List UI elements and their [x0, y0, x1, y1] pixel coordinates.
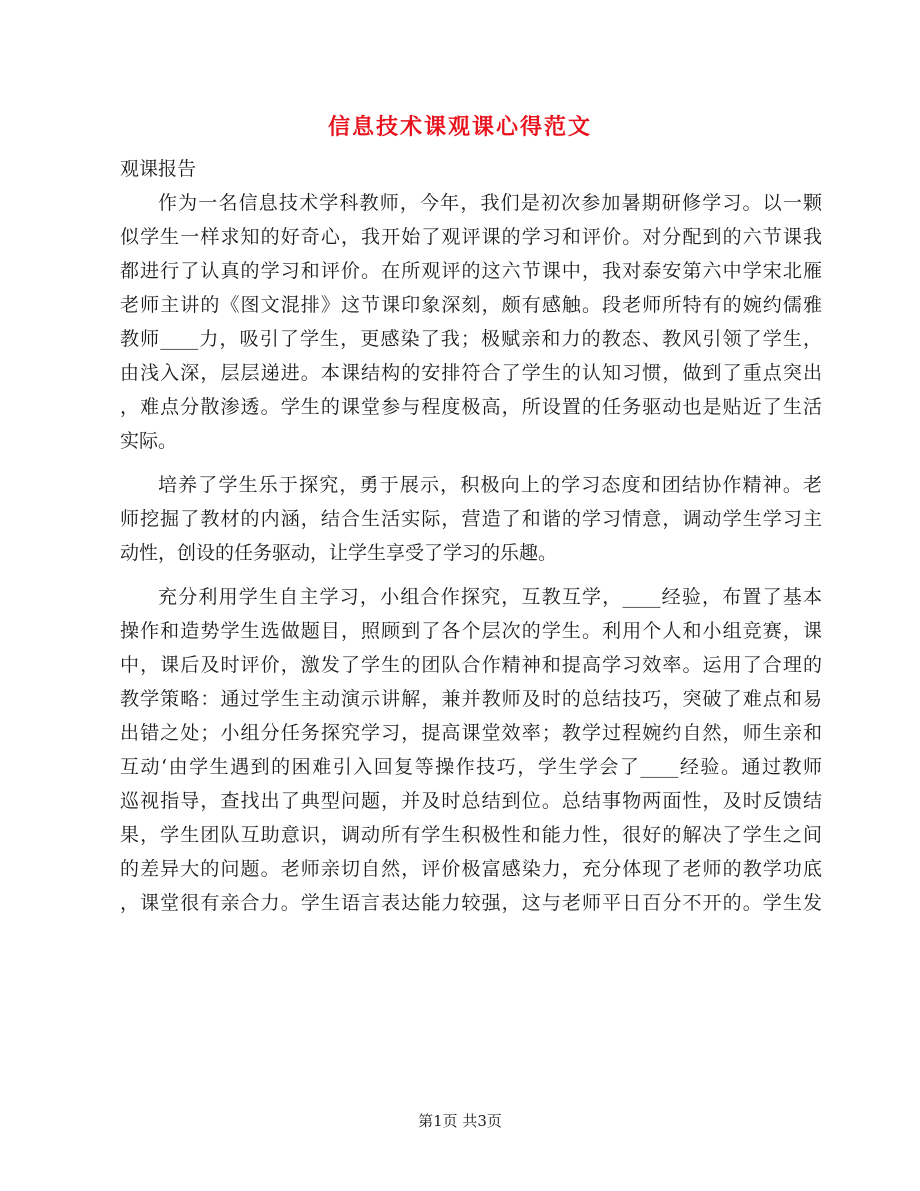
paragraph-spacer	[120, 570, 822, 580]
paragraph-line: 教学策略：通过学生主动演示讲解，兼并教师及时的总结技巧，突破了难点和易	[120, 688, 822, 710]
paragraph-line: 教师____力，吸引了学生，更感染了我；极赋亲和力的教态、教风引领了学生，	[120, 328, 822, 350]
paragraph-line: 的差异大的问题。老师亲切自然，评价极富感染力，充分体现了老师的教学功底	[120, 858, 822, 880]
paragraph-line: 动性，创设的任务驱动，让学生享受了学习的乐趣。	[120, 542, 558, 564]
paragraph-line: 中，课后及时评价，激发了学生的团队合作精神和提高学习效率。运用了合理的	[120, 654, 822, 676]
paragraph-line: ，课堂很有亲合力。学生语言表达能力较强，这与老师平日百分不开的。学生发	[120, 892, 822, 914]
paragraph-line: 似学生一样求知的好奇心，我开始了观评课的学习和评价。对分配到的六节课我	[120, 226, 822, 248]
paragraph-line: 巡视指导，查找出了典型问题，并及时总结到位。总结事物两面性，及时反馈结	[120, 790, 822, 812]
paragraph-spacer	[120, 458, 822, 468]
paragraph-3	[120, 580, 822, 920]
paragraph-line: 出错之处；小组分任务探究学习，提高课堂效率；教学过程婉约自然，师生亲和	[120, 722, 822, 744]
page-number-footer: 第1页 共3页	[418, 1112, 502, 1130]
paragraph-line: 作为一名信息技术学科教师，今年，我们是初次参加暑期研修学习。以一颗	[158, 192, 822, 214]
paragraph-line: 充分利用学生自主学习，小组合作探究，互教互学，____经验，布置了基本	[158, 586, 822, 608]
paragraph-line: 师挖掘了教材的内涵，结合生活实际，营造了和谐的学习情意，调动学生学习主	[120, 508, 822, 530]
paragraph-line: 培养了学生乐于探究，勇于展示，积极向上的学习态度和团结协作精神。老	[158, 474, 822, 496]
document-title: 信息技术课观课心得范文	[327, 114, 592, 140]
paragraph-line: 互动‘由学生遇到的困难引入回复等操作技巧，学生学会了____经验。通过教师	[120, 756, 822, 778]
document-body	[120, 152, 822, 920]
paragraph-line: 实际。	[120, 430, 178, 452]
paragraph-line: 由浅入深，层层递进。本课结构的安排符合了学生的认知习惯，做到了重点突出	[120, 362, 822, 384]
subheading: 观课报告	[120, 158, 197, 180]
paragraph-line: 果，学生团队互助意识，调动所有学生积极性和能力性，很好的解决了学生之间	[120, 824, 822, 846]
paragraph-line: ，难点分散渗透。学生的课堂参与程度极高，所设置的任务驱动也是贴近了生活	[120, 396, 822, 418]
paragraph-line: 都进行了认真的学习和评价。在所观评的这六节课中，我对泰安第六中学宋北雁	[120, 260, 822, 282]
paragraph-line: 老师主讲的《图文混排》这节课印象深刻，颇有感触。段老师所特有的婉约儒雅	[120, 294, 822, 316]
paragraph-line: 操作和造势学生选做题目，照顾到了各个层次的学生。利用个人和小组竞赛，课	[120, 620, 822, 642]
paragraph-1	[120, 186, 822, 458]
paragraph-2	[120, 468, 822, 570]
